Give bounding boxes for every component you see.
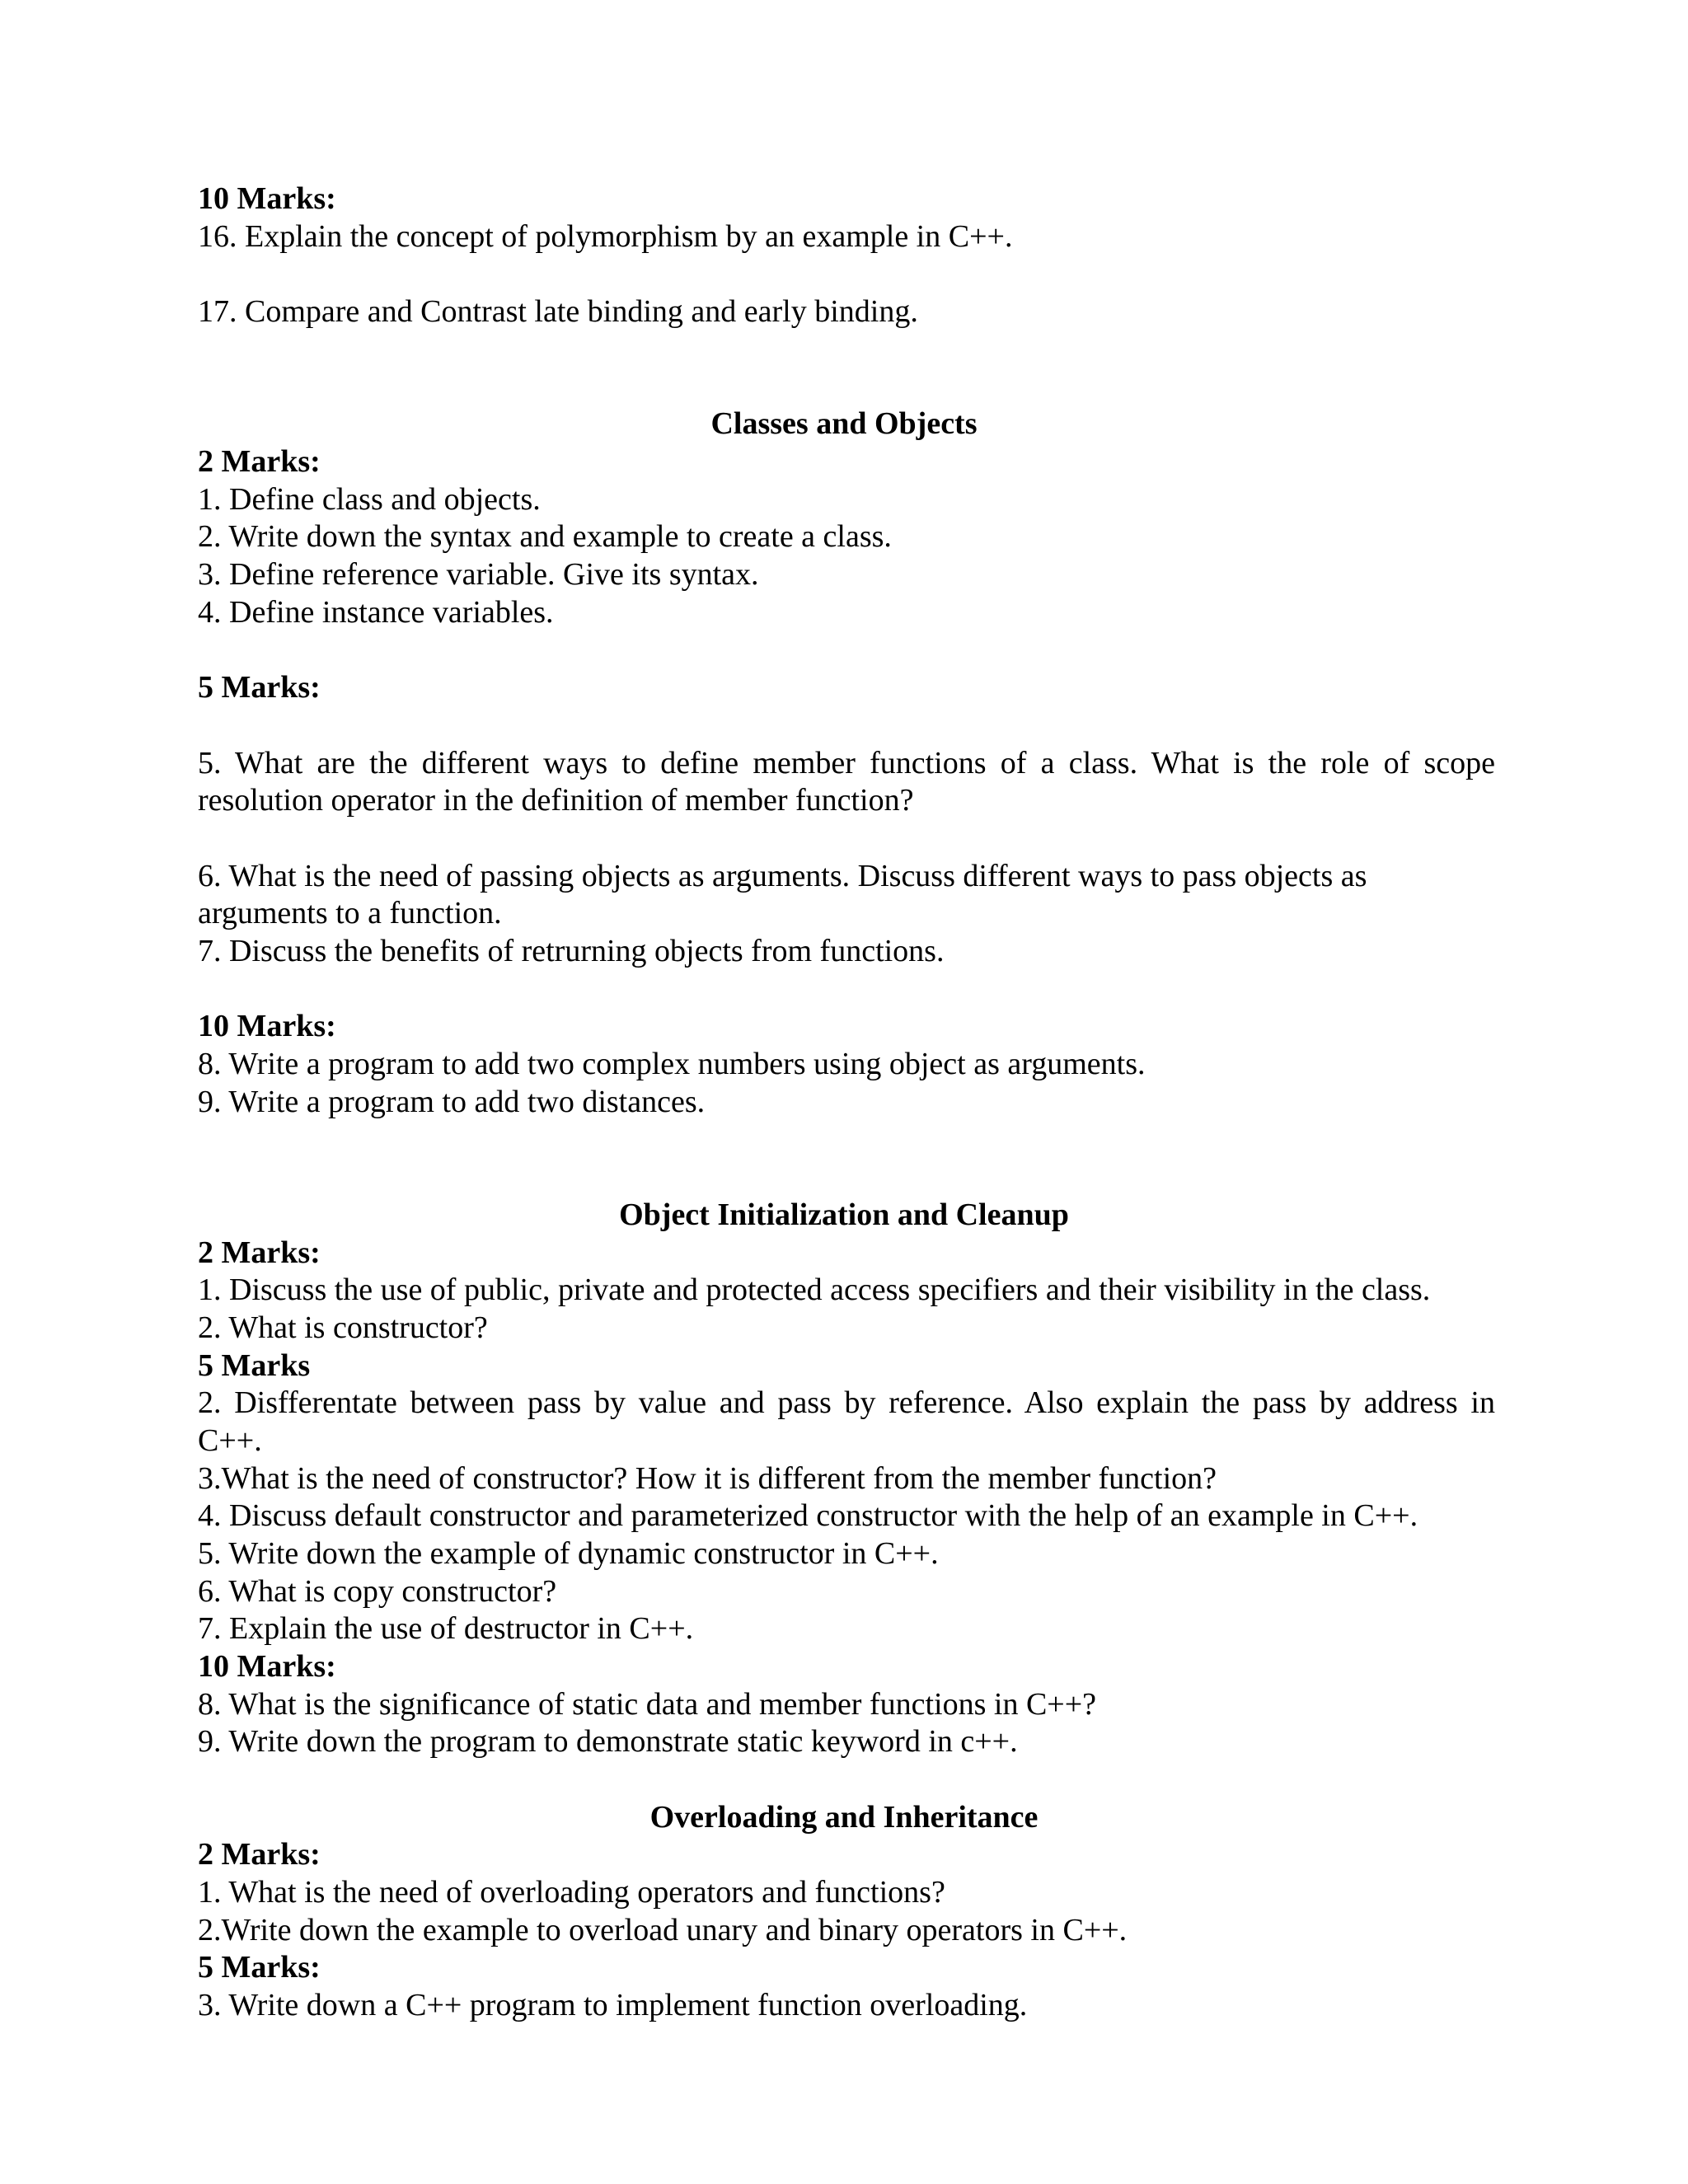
- question-4: 4. Discuss default constructor and parameterized constructor with the help of an example in C++.: [198, 1498, 1418, 1533]
- question-2: 2. What is constructor?: [198, 1310, 488, 1345]
- marks-heading-10: 10 Marks:: [198, 1009, 336, 1043]
- question-7: 7. Discuss the benefits of retrurning objects from functions.: [198, 934, 945, 968]
- question-3: 3. Write down a C++ program to implement function overloading.: [198, 1988, 1028, 2022]
- question-6-line-2: arguments to a function.: [198, 896, 502, 930]
- marks-heading-10: 10 Marks:: [198, 181, 336, 216]
- question-6-line-1: 6. What is the need of passing objects as arguments. Discuss different ways to pass objects as: [198, 859, 1367, 893]
- marks-heading-10: 10 Marks:: [198, 1649, 336, 1684]
- question-8: 8. Write a program to add two complex numbers using object as arguments.: [198, 1047, 1146, 1081]
- section-title-classes-objects: Classes and Objects: [710, 406, 978, 441]
- question-6: 6. What is copy constructor?: [198, 1574, 557, 1609]
- question-2b-line-1: 2. Disfferentate between pass by value and pass by reference. Also explain the pass by address in: [198, 1385, 1495, 1420]
- marks-heading-5: 5 Marks: [198, 1348, 311, 1383]
- question-1: 1. Define class and objects.: [198, 482, 541, 517]
- question-17: 17. Compare and Contrast late binding and early binding.: [198, 294, 918, 329]
- marks-heading-2: 2 Marks:: [198, 444, 321, 479]
- question-16: 16. Explain the concept of polymorphism by an example in C++.: [198, 219, 1013, 254]
- question-5-line-1: 5. What are the different ways to define member functions of a class. What is the role of scope: [198, 746, 1495, 780]
- marks-heading-5: 5 Marks:: [198, 1950, 321, 1985]
- question-4: 4. Define instance variables.: [198, 595, 554, 630]
- question-9: 9. Write down the program to demonstrate static keyword in c++.: [198, 1724, 1018, 1759]
- question-2: 2.Write down the example to overload unary and binary operators in C++.: [198, 1913, 1128, 1947]
- marks-heading-2: 2 Marks:: [198, 1235, 321, 1270]
- section-title-overloading-inheritance: Overloading and Inheritance: [649, 1800, 1039, 1835]
- section-title-object-initialization: Object Initialization and Cleanup: [619, 1197, 1069, 1232]
- question-3: 3. Define reference variable. Give its syntax.: [198, 557, 759, 592]
- question-5: 5. Write down the example of dynamic constructor in C++.: [198, 1536, 939, 1571]
- question-8: 8. What is the significance of static data and member functions in C++?: [198, 1687, 1097, 1722]
- question-1: 1. What is the need of overloading operators and functions?: [198, 1875, 945, 1910]
- question-3: 3.What is the need of constructor? How it is different from the member function?: [198, 1461, 1217, 1496]
- question-9: 9. Write a program to add two distances.: [198, 1085, 706, 1119]
- question-2: 2. Write down the syntax and example to create a class.: [198, 519, 892, 554]
- question-7: 7. Explain the use of destructor in C++.: [198, 1611, 694, 1646]
- marks-heading-5: 5 Marks:: [198, 670, 321, 705]
- marks-heading-2: 2 Marks:: [198, 1837, 321, 1872]
- question-2b-line-2: C++.: [198, 1423, 262, 1458]
- question-5-line-2: resolution operator in the definition of member function?: [198, 783, 914, 818]
- question-1: 1. Discuss the use of public, private and protected access specifiers and their visibility in the class.: [198, 1272, 1431, 1307]
